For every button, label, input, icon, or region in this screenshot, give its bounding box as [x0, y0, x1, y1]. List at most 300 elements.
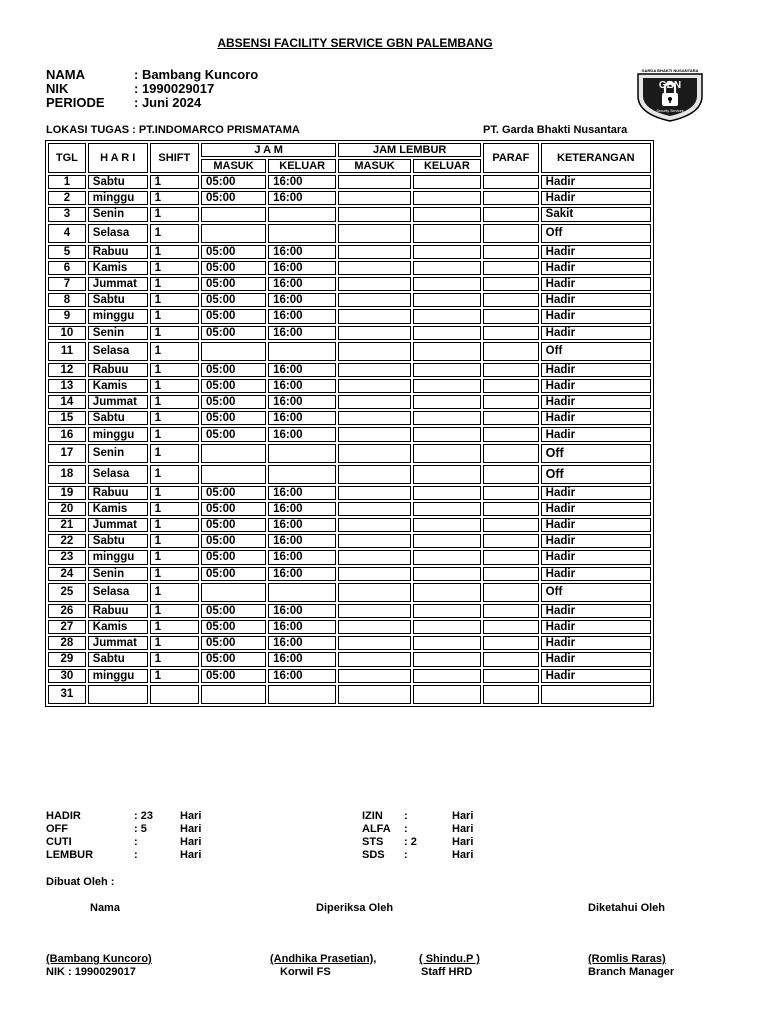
cell-jam-masuk: [201, 207, 266, 221]
cell-paraf: [483, 326, 539, 340]
cell-shift: 1: [150, 567, 199, 581]
table-row: [48, 277, 651, 291]
cell-tgl: 14: [48, 395, 86, 409]
cell-shift: 1: [150, 669, 199, 683]
table-row: [48, 191, 651, 205]
cell-jam-keluar: 16:00: [268, 175, 336, 189]
cell-lembur-keluar: [413, 620, 481, 634]
cell-jam-masuk: [201, 444, 266, 463]
cell-tgl: 6: [48, 261, 86, 275]
cell-tgl: 27: [48, 620, 86, 634]
table-row: [48, 379, 651, 393]
signer-2-name: (Andhika Prasetian),: [270, 953, 377, 965]
cell-jam-masuk: 05:00: [201, 395, 266, 409]
cell-jam-masuk: 05:00: [201, 486, 266, 500]
cell-tgl: 13: [48, 379, 86, 393]
cell-paraf: [483, 245, 539, 259]
cell-lembur-keluar: [413, 518, 481, 532]
cell-lembur-masuk: [338, 583, 410, 602]
sds-unit: Hari: [452, 849, 474, 861]
cell-jam-keluar: 16:00: [268, 550, 336, 564]
cell-hari: Kamis: [88, 379, 148, 393]
cell-tgl: 18: [48, 465, 86, 484]
cell-keterangan: Hadir: [541, 277, 651, 291]
cell-lembur-masuk: [338, 293, 410, 307]
dibuat-oleh: Dibuat Oleh :: [46, 876, 115, 888]
cell-tgl: 15: [48, 411, 86, 425]
cell-lembur-keluar: [413, 583, 481, 602]
cell-keterangan: Sakit: [541, 207, 651, 221]
document-title: ABSENSI FACILITY SERVICE GBN PALEMBANG: [217, 36, 493, 50]
cell-hari: Selasa: [88, 224, 148, 243]
svg-text:Security Services: Security Services: [656, 109, 684, 113]
cell-lembur-masuk: [338, 207, 410, 221]
cell-lembur-masuk: [338, 465, 410, 484]
cell-tgl: 10: [48, 326, 86, 340]
cell-shift: 1: [150, 309, 199, 323]
cell-paraf: [483, 342, 539, 361]
cell-jam-keluar: 16:00: [268, 191, 336, 205]
cell-jam-keluar: 16:00: [268, 379, 336, 393]
table-row: [48, 534, 651, 548]
cell-tgl: 23: [48, 550, 86, 564]
cell-keterangan: Hadir: [541, 261, 651, 275]
cell-keterangan: Hadir: [541, 636, 651, 650]
cell-lembur-masuk: [338, 277, 410, 291]
signer-2-role: Korwil FS: [280, 966, 331, 978]
cell-lembur-keluar: [413, 175, 481, 189]
cell-tgl: 8: [48, 293, 86, 307]
cell-paraf: [483, 465, 539, 484]
cell-jam-keluar: [268, 465, 336, 484]
cell-jam-masuk: 05:00: [201, 175, 266, 189]
cell-tgl: 31: [48, 685, 86, 704]
cell-keterangan: Off: [541, 465, 651, 484]
cell-tgl: 12: [48, 363, 86, 377]
table-row: [48, 363, 651, 377]
header-jam-lembur: JAM LEMBUR: [338, 143, 481, 157]
cell-keterangan: Off: [541, 583, 651, 602]
cell-tgl: 30: [48, 669, 86, 683]
cell-tgl: 1: [48, 175, 86, 189]
izin-value: :: [404, 810, 408, 822]
cell-hari: Sabtu: [88, 652, 148, 666]
cell-lembur-keluar: [413, 465, 481, 484]
cell-shift: 1: [150, 363, 199, 377]
table-row: [48, 604, 651, 618]
cell-lembur-keluar: [413, 669, 481, 683]
cell-jam-masuk: [201, 583, 266, 602]
cell-shift: 1: [150, 342, 199, 361]
cell-hari: Jummat: [88, 395, 148, 409]
cell-lembur-keluar: [413, 379, 481, 393]
header-tgl: TGL: [48, 143, 86, 173]
cell-jam-keluar: 16:00: [268, 518, 336, 532]
summary-left: [46, 810, 201, 862]
cuti-label: CUTI: [46, 836, 72, 848]
cell-hari: Sabtu: [88, 293, 148, 307]
cell-lembur-masuk: [338, 379, 410, 393]
cell-tgl: 26: [48, 604, 86, 618]
cell-tgl: 4: [48, 224, 86, 243]
cell-paraf: [483, 669, 539, 683]
cell-lembur-masuk: [338, 224, 410, 243]
cell-lembur-keluar: [413, 444, 481, 463]
izin-unit: Hari: [452, 810, 474, 822]
cell-lembur-keluar: [413, 604, 481, 618]
periode-label: PERIODE: [46, 95, 105, 110]
cell-jam-keluar: 16:00: [268, 277, 336, 291]
cell-lembur-masuk: [338, 502, 410, 516]
sts-label: STS: [362, 836, 384, 848]
cell-paraf: [483, 652, 539, 666]
table-row: [48, 224, 651, 243]
cell-hari: Rabuu: [88, 245, 148, 259]
cell-paraf: [483, 444, 539, 463]
svg-text:GARDA BHAKTI NUSANTARA: GARDA BHAKTI NUSANTARA: [641, 68, 699, 73]
cell-jam-masuk: [201, 342, 266, 361]
alfa-label: ALFA: [362, 823, 391, 835]
cell-lembur-keluar: [413, 567, 481, 581]
cell-lembur-masuk: [338, 261, 410, 275]
cell-hari: Jummat: [88, 518, 148, 532]
cell-jam-keluar: 16:00: [268, 245, 336, 259]
cell-hari: Sabtu: [88, 175, 148, 189]
cell-keterangan: Hadir: [541, 191, 651, 205]
cell-jam-keluar: 16:00: [268, 293, 336, 307]
cell-keterangan: Hadir: [541, 669, 651, 683]
cell-keterangan: Hadir: [541, 486, 651, 500]
cell-jam-keluar: 16:00: [268, 486, 336, 500]
cell-tgl: 24: [48, 567, 86, 581]
signer-1-role: NIK : 1990029017: [46, 966, 136, 978]
cell-keterangan: Hadir: [541, 518, 651, 532]
cell-hari: Rabuu: [88, 363, 148, 377]
cell-lembur-masuk: [338, 326, 410, 340]
cell-lembur-keluar: [413, 261, 481, 275]
cell-tgl: 9: [48, 309, 86, 323]
cell-jam-masuk: [201, 224, 266, 243]
cell-hari: minggu: [88, 427, 148, 441]
hadir-value: : 23: [134, 810, 153, 822]
cell-jam-masuk: 05:00: [201, 261, 266, 275]
header-keterangan: KETERANGAN: [541, 143, 651, 173]
cell-lembur-keluar: [413, 534, 481, 548]
cell-jam-keluar: 16:00: [268, 261, 336, 275]
cell-lembur-keluar: [413, 486, 481, 500]
off-unit: Hari: [180, 823, 202, 835]
cell-jam-masuk: 05:00: [201, 309, 266, 323]
table-row: [48, 486, 651, 500]
cell-paraf: [483, 567, 539, 581]
lembur-label: LEMBUR: [46, 849, 94, 861]
cell-jam-masuk: 05:00: [201, 620, 266, 634]
cell-lembur-keluar: [413, 207, 481, 221]
off-label: OFF: [46, 823, 68, 835]
table-row: [48, 583, 651, 602]
cell-paraf: [483, 534, 539, 548]
cell-jam-masuk: 05:00: [201, 379, 266, 393]
cell-lembur-masuk: [338, 669, 410, 683]
table-row: [48, 620, 651, 634]
cell-hari: Kamis: [88, 502, 148, 516]
cell-jam-keluar: 16:00: [268, 309, 336, 323]
cell-shift: 1: [150, 583, 199, 602]
cell-keterangan: Hadir: [541, 567, 651, 581]
table-row: [48, 652, 651, 666]
cell-keterangan: Hadir: [541, 427, 651, 441]
cell-lembur-masuk: [338, 395, 410, 409]
cell-jam-keluar: 16:00: [268, 669, 336, 683]
cell-lembur-masuk: [338, 309, 410, 323]
cell-lembur-masuk: [338, 191, 410, 205]
cuti-unit: Hari: [180, 836, 202, 848]
cell-lembur-masuk: [338, 427, 410, 441]
cell-hari: Sabtu: [88, 411, 148, 425]
cell-lembur-masuk: [338, 518, 410, 532]
cell-jam-keluar: 16:00: [268, 395, 336, 409]
cell-lembur-masuk: [338, 550, 410, 564]
cell-jam-keluar: [268, 342, 336, 361]
cell-paraf: [483, 620, 539, 634]
cell-shift: 1: [150, 293, 199, 307]
cell-jam-keluar: 16:00: [268, 636, 336, 650]
cell-shift: 1: [150, 486, 199, 500]
cell-shift: 1: [150, 604, 199, 618]
table-row: [48, 567, 651, 581]
table-row: [48, 444, 651, 463]
cell-keterangan: Hadir: [541, 395, 651, 409]
table-row: [48, 245, 651, 259]
cell-jam-masuk: [201, 685, 266, 704]
sts-value: : 2: [404, 836, 417, 848]
cell-lembur-masuk: [338, 175, 410, 189]
table-row: [48, 342, 651, 361]
cell-lembur-keluar: [413, 277, 481, 291]
header-lembur-masuk: MASUK: [338, 159, 410, 173]
cell-paraf: [483, 395, 539, 409]
cuti-value: :: [134, 836, 138, 848]
cell-jam-keluar: [268, 207, 336, 221]
cell-paraf: [483, 518, 539, 532]
cell-shift: 1: [150, 224, 199, 243]
cell-hari: Senin: [88, 444, 148, 463]
sds-label: SDS: [362, 849, 385, 861]
cell-hari: Senin: [88, 326, 148, 340]
cell-lembur-masuk: [338, 620, 410, 634]
cell-lembur-keluar: [413, 550, 481, 564]
cell-shift: [150, 685, 199, 704]
cell-tgl: 25: [48, 583, 86, 602]
cell-lembur-masuk: [338, 567, 410, 581]
cell-jam-keluar: 16:00: [268, 427, 336, 441]
cell-hari: minggu: [88, 309, 148, 323]
lembur-unit: Hari: [180, 849, 202, 861]
cell-shift: 1: [150, 427, 199, 441]
cell-keterangan: Hadir: [541, 550, 651, 564]
table-row: [48, 465, 651, 484]
cell-hari: Jummat: [88, 277, 148, 291]
cell-keterangan: Hadir: [541, 293, 651, 307]
cell-keterangan: Hadir: [541, 534, 651, 548]
cell-hari: Senin: [88, 207, 148, 221]
cell-tgl: 20: [48, 502, 86, 516]
cell-lembur-masuk: [338, 342, 410, 361]
cell-lembur-masuk: [338, 444, 410, 463]
cell-hari: Selasa: [88, 583, 148, 602]
cell-paraf: [483, 363, 539, 377]
nama-value: : Bambang Kuncoro: [134, 67, 259, 82]
header-jam-keluar: KELUAR: [268, 159, 336, 173]
signer-4-name: (Romlis Raras): [588, 953, 666, 965]
cell-jam-keluar: [268, 224, 336, 243]
cell-paraf: [483, 207, 539, 221]
cell-tgl: 3: [48, 207, 86, 221]
cell-jam-keluar: [268, 685, 336, 704]
cell-lembur-masuk: [338, 604, 410, 618]
cell-paraf: [483, 175, 539, 189]
cell-lembur-masuk: [338, 245, 410, 259]
cell-jam-keluar: 16:00: [268, 604, 336, 618]
cell-keterangan: Hadir: [541, 502, 651, 516]
cell-hari: Sabtu: [88, 534, 148, 548]
cell-shift: 1: [150, 175, 199, 189]
cell-hari: Jummat: [88, 636, 148, 650]
cell-paraf: [483, 293, 539, 307]
cell-jam-keluar: 16:00: [268, 326, 336, 340]
cell-jam-keluar: [268, 583, 336, 602]
cell-shift: 1: [150, 207, 199, 221]
cell-lembur-keluar: [413, 411, 481, 425]
cell-hari: minggu: [88, 669, 148, 683]
cell-shift: 1: [150, 534, 199, 548]
cell-keterangan: Hadir: [541, 604, 651, 618]
signer-3-name: ( Shindu.P ): [419, 953, 480, 965]
cell-lembur-masuk: [338, 652, 410, 666]
cell-jam-keluar: 16:00: [268, 411, 336, 425]
cell-tgl: 19: [48, 486, 86, 500]
nik-value: : 1990029017: [134, 81, 215, 96]
lembur-value: :: [134, 849, 138, 861]
shield-lock-icon: [634, 66, 706, 122]
cell-jam-masuk: 05:00: [201, 652, 266, 666]
cell-lembur-keluar: [413, 636, 481, 650]
cell-paraf: [483, 261, 539, 275]
cell-jam-keluar: 16:00: [268, 567, 336, 581]
header-paraf: PARAF: [483, 143, 539, 173]
table-row: [48, 261, 651, 275]
table-row: [48, 669, 651, 683]
sts-unit: Hari: [452, 836, 474, 848]
cell-shift: 1: [150, 326, 199, 340]
nama-caption: Nama: [90, 902, 120, 914]
cell-paraf: [483, 191, 539, 205]
cell-jam-masuk: 05:00: [201, 245, 266, 259]
cell-lembur-keluar: [413, 191, 481, 205]
cell-jam-masuk: 05:00: [201, 191, 266, 205]
svg-text:GBN: GBN: [658, 80, 682, 91]
table-row: [48, 309, 651, 323]
table-row: [48, 502, 651, 516]
cell-lembur-keluar: [413, 685, 481, 704]
cell-jam-keluar: 16:00: [268, 652, 336, 666]
lokasi-tugas: LOKASI TUGAS : PT.INDOMARCO PRISMATAMA: [46, 124, 300, 136]
cell-paraf: [483, 604, 539, 618]
hadir-label: HADIR: [46, 810, 81, 822]
cell-keterangan: [541, 685, 651, 704]
header-hari: H A R I: [88, 143, 148, 173]
cell-paraf: [483, 502, 539, 516]
alfa-value: :: [404, 823, 408, 835]
cell-lembur-keluar: [413, 427, 481, 441]
header-lembur-keluar: KELUAR: [413, 159, 481, 173]
periode-value: : Juni 2024: [134, 95, 202, 110]
table-row: [48, 207, 651, 221]
cell-paraf: [483, 411, 539, 425]
cell-jam-masuk: 05:00: [201, 604, 266, 618]
cell-keterangan: Off: [541, 444, 651, 463]
signer-4-role: Branch Manager: [588, 966, 675, 978]
table-row: [48, 518, 651, 532]
cell-lembur-keluar: [413, 395, 481, 409]
cell-shift: 1: [150, 518, 199, 532]
cell-jam-masuk: 05:00: [201, 518, 266, 532]
cell-lembur-masuk: [338, 636, 410, 650]
cell-jam-masuk: [201, 465, 266, 484]
company-name: PT. Garda Bhakti Nusantara: [483, 124, 628, 136]
cell-keterangan: Hadir: [541, 175, 651, 189]
cell-lembur-keluar: [413, 342, 481, 361]
gbn-logo: [634, 66, 706, 122]
header-jam: J A M: [201, 143, 336, 157]
cell-jam-masuk: 05:00: [201, 550, 266, 564]
cell-lembur-keluar: [413, 363, 481, 377]
cell-jam-masuk: 05:00: [201, 326, 266, 340]
cell-paraf: [483, 224, 539, 243]
izin-label: IZIN: [362, 810, 383, 822]
cell-tgl: 11: [48, 342, 86, 361]
attendance-rows: [48, 175, 651, 704]
cell-paraf: [483, 277, 539, 291]
cell-keterangan: Hadir: [541, 379, 651, 393]
nama-label: NAMA: [46, 67, 85, 82]
cell-jam-masuk: 05:00: [201, 293, 266, 307]
diperiksa-oleh: Diperiksa Oleh: [316, 902, 394, 914]
cell-hari: Rabuu: [88, 486, 148, 500]
cell-shift: 1: [150, 379, 199, 393]
cell-tgl: 7: [48, 277, 86, 291]
signer-1-name: (Bambang Kuncoro): [46, 953, 152, 965]
table-row: [48, 685, 651, 704]
cell-hari: [88, 685, 148, 704]
cell-lembur-masuk: [338, 534, 410, 548]
cell-lembur-masuk: [338, 486, 410, 500]
cell-jam-masuk: 05:00: [201, 363, 266, 377]
cell-paraf: [483, 379, 539, 393]
cell-paraf: [483, 583, 539, 602]
cell-hari: Selasa: [88, 342, 148, 361]
cell-shift: 1: [150, 465, 199, 484]
hadir-unit: Hari: [180, 810, 202, 822]
cell-hari: Rabuu: [88, 604, 148, 618]
cell-tgl: 17: [48, 444, 86, 463]
cell-paraf: [483, 685, 539, 704]
signer-3-role: Staff HRD: [421, 966, 473, 978]
cell-lembur-keluar: [413, 293, 481, 307]
header-jam-masuk: MASUK: [201, 159, 266, 173]
cell-keterangan: Hadir: [541, 326, 651, 340]
cell-tgl: 29: [48, 652, 86, 666]
